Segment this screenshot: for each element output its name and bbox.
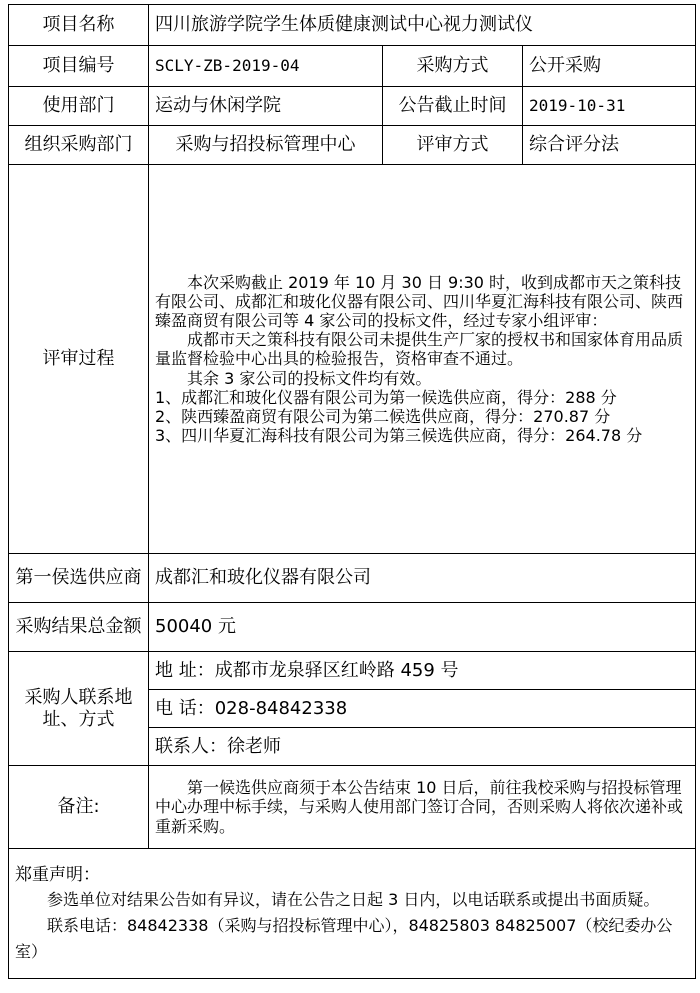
remark-label: 备注: xyxy=(9,766,149,849)
contact-address: 地 址：成都市龙泉驿区红岭路 459 号 xyxy=(149,652,696,690)
candidate-item-1: 1、成都汇和玻化仪器有限公司为第一候选供应商，得分：288 分 xyxy=(155,387,617,407)
row-amount xyxy=(9,603,696,652)
row-project-code xyxy=(9,46,696,87)
project-code-value: SCLY-ZB-2019-04 xyxy=(149,46,383,87)
project-code-label: 项目编号 xyxy=(9,46,149,87)
review-paragraph-2: 成都市天之策科技有限公司未提供生产厂家的授权书和国家体育用品质量监督检验中心出具的检验报告，资格审查不通过。 xyxy=(155,330,684,369)
project-name-value: 四川旅游学院学生体质健康测试中心视力测试仪 xyxy=(149,5,696,46)
row-contact-address xyxy=(9,652,696,690)
deadline-value: 2019-10-31 xyxy=(523,87,696,126)
procurement-result-table xyxy=(8,4,696,979)
organizer-label: 组织采购部门 xyxy=(9,126,149,165)
candidate-item-3: 3、四川华夏汇海科技有限公司为第三候选供应商，得分：264.78 分 xyxy=(155,426,643,446)
row-remark xyxy=(9,766,696,849)
deadline-label: 公告截止时间 xyxy=(383,87,523,126)
row-winner xyxy=(9,554,696,603)
row-review-process xyxy=(9,165,696,554)
review-paragraph-3: 其余 3 家公司的投标文件均有效。 xyxy=(187,368,432,388)
amount-value: 50040 元 xyxy=(149,603,696,652)
department-label: 使用部门 xyxy=(9,87,149,126)
review-process-label: 评审过程 xyxy=(9,165,149,554)
contact-person: 联系人：徐老师 xyxy=(149,728,696,766)
remark-value: 第一候选供应商须于本公告结束 10 日后，前往我校采购与招投标管理中心办理中标手续，与采购人使用部门签订合同，否则采购人将依次递补或重新采购。 xyxy=(149,766,696,849)
statement-block xyxy=(9,849,696,979)
row-statement xyxy=(9,849,696,979)
project-name-label: 项目名称 xyxy=(9,5,149,46)
department-value: 运动与休闲学院 xyxy=(149,87,383,126)
review-paragraph-1: 本次采购截止 2019 年 10 月 30 日 9:30 时，收到成都市天之策科技有限公司、成都汇和玻化仪器有限公司、四川华夏汇海科技有限公司、陕西臻盈商贸有限公司等 4 家公司的投标文件，经过专家小组评审： xyxy=(155,272,684,331)
contact-label: 采购人联系地址、方式 xyxy=(9,652,149,766)
review-method-value: 综合评分法 xyxy=(523,126,696,165)
procurement-method-label: 采购方式 xyxy=(383,46,523,87)
statement-line-1: 参选单位对结果公告如有异议，请在公告之日起 3 日内，以电话联系或提出书面质疑。 xyxy=(47,889,660,909)
row-project-name xyxy=(9,5,696,46)
candidate-item-2: 2、陕西臻盈商贸有限公司为第二候选供应商，得分：270.87 分 xyxy=(155,406,611,426)
statement-title: 郑重声明： xyxy=(15,864,100,885)
procurement-method-value: 公开采购 xyxy=(523,46,696,87)
statement-line-2: 联系电话：84842338（采购与招投标管理中心），84825803 84825007（校纪委办公室） xyxy=(15,915,673,961)
contact-phone: 电 话：028-84842338 xyxy=(149,690,696,728)
row-organizer xyxy=(9,126,696,165)
row-department xyxy=(9,87,696,126)
review-process-content xyxy=(149,165,696,554)
winner-label: 第一侯选供应商 xyxy=(9,554,149,603)
amount-label: 采购结果总金额 xyxy=(9,603,149,652)
review-method-label: 评审方式 xyxy=(383,126,523,165)
winner-value: 成都汇和玻化仪器有限公司 xyxy=(149,554,696,603)
organizer-value: 采购与招投标管理中心 xyxy=(149,126,383,165)
